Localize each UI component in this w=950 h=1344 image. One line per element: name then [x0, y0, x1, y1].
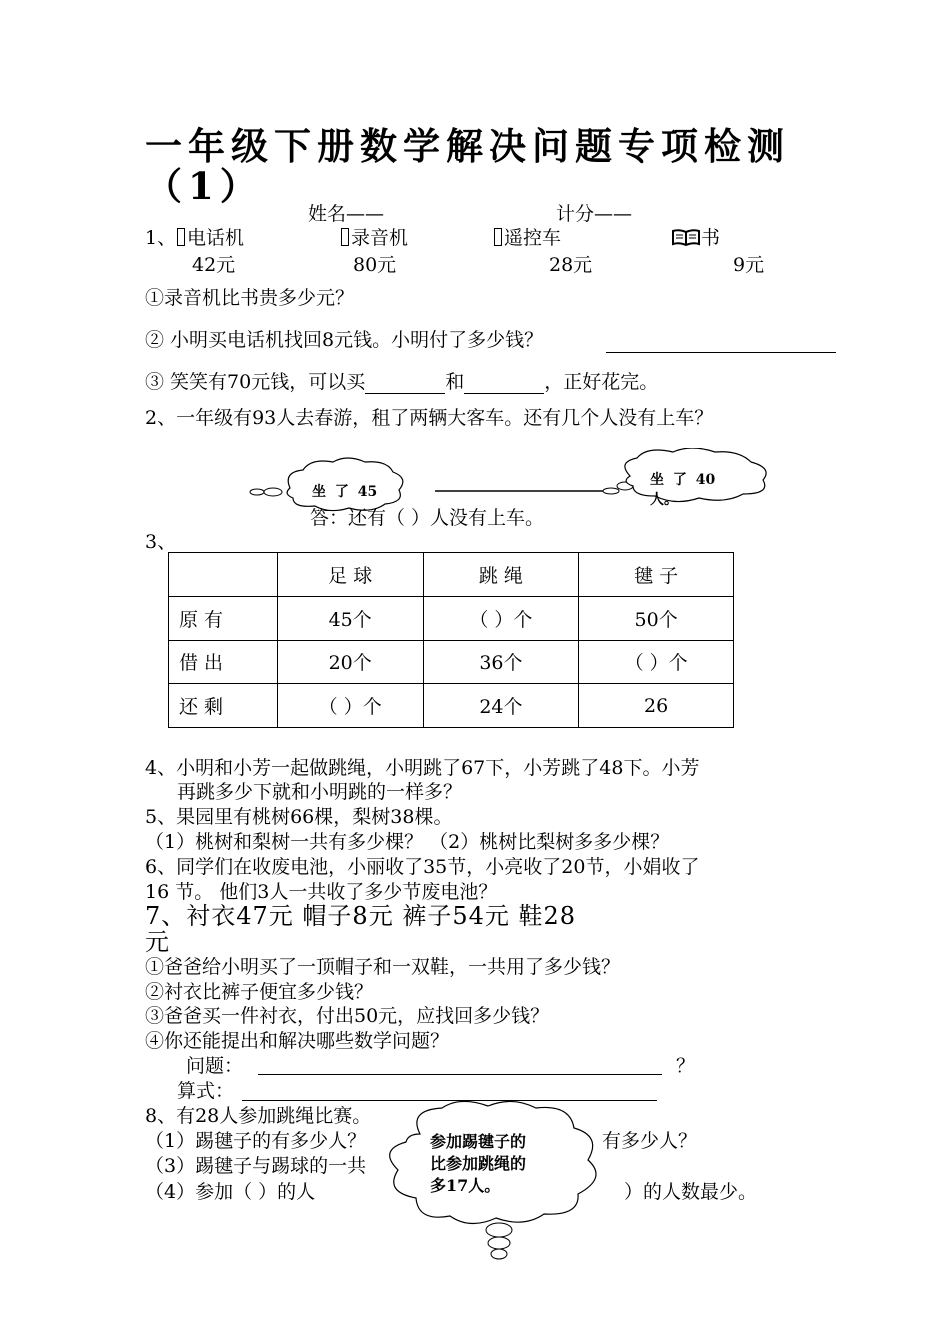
q7-sub1: ①爸爸给小明买了一顶帽子和一双鞋，一共用了多少钱？ [145, 956, 621, 978]
q6-line1: 6、同学们在收废电池，小丽收了35节，小亮收了20节，小娟收了 [145, 856, 700, 878]
table-row [169, 596, 734, 640]
q1-price-book: 9元 [733, 254, 765, 276]
q8-line4b: ）的人数最少。 [624, 1181, 758, 1203]
q1-item-recorder [341, 226, 408, 250]
table-row-label: 原 有 [169, 596, 278, 640]
q1-sub3 [145, 370, 658, 394]
table-cell: 36个 [423, 640, 579, 684]
q3-number: 3、 [145, 531, 177, 553]
q2-text: 2、一年级有93人去春游，租了两辆大客车。还有几个人没有上车？ [145, 407, 714, 429]
q8-line2b: 有多少人？ [602, 1130, 698, 1152]
q8-line4a: （4）参加（ ）的人 [145, 1181, 316, 1203]
q2-left-cloud-text: 坐 了 45 [312, 484, 378, 500]
page-title: 一年级下册数学解决问题专项检测 [145, 124, 790, 168]
q1-item-book [671, 226, 720, 250]
remote-car-icon [494, 228, 502, 246]
q1-item-name: 录音机 [351, 227, 409, 249]
q8-line3: （3）踢毽子与踢球的一共 [145, 1155, 367, 1177]
table-cell: 20个 [277, 640, 423, 684]
q8-cloud-text-3: 多17人。 [430, 1176, 501, 1195]
q1-sub2-answer-line[interactable] [606, 352, 836, 353]
q7-header-line2: 元 [145, 928, 170, 956]
table-row-label: 借 出 [169, 640, 278, 684]
q3-table [168, 552, 734, 728]
q1-sub3-blank-1[interactable] [365, 375, 445, 394]
recorder-icon [341, 228, 349, 246]
table-row [169, 684, 734, 728]
q7-sub3: ③爸爸买一件衬衣，付出50元，应找回多少钱？ [145, 1005, 550, 1027]
table-header-cell: 毽 子 [579, 553, 734, 597]
page-title-number: （1） [145, 164, 263, 208]
q8-cloud-text-2: 比参加跳绳的 [430, 1154, 527, 1173]
table-cell-blank[interactable]: （ ）个 [277, 684, 423, 728]
table-header-row [169, 553, 734, 597]
q7-sub2: ②衬衣比裤子便宜多少钱？ [145, 981, 374, 1003]
q1-item-remote-car [494, 226, 561, 250]
q1-number: 1、 [145, 227, 177, 249]
q1-item-name: 遥控车 [504, 227, 562, 249]
q7-header-line1: 7、衬衣47元 帽子8元 裤子54元 鞋28 [145, 902, 577, 930]
table-cell-blank[interactable]: （ ）个 [579, 640, 734, 684]
q5-line2: （1）桃树和梨树一共有多少棵？ （2）桃树比梨树多多少棵？ [145, 831, 670, 853]
table-cell: 50个 [579, 596, 734, 640]
q5-line1: 5、果园里有桃树66棵，梨树38棵。 [145, 806, 453, 828]
telephone-icon [177, 228, 185, 246]
q1-price-remote-car: 28元 [549, 254, 593, 276]
book-icon [671, 228, 701, 246]
q7-question-label: 问题： [186, 1055, 244, 1077]
score-field-label: 计分—— [556, 203, 633, 225]
q7-question-mark: ？ [676, 1055, 696, 1077]
q1-item-telephone [177, 226, 244, 250]
q1-sub2: ② 小明买电话机找回8元钱。小明付了多少钱？ [145, 329, 544, 351]
q8-cloud-text-1: 参加踢毽子的 [430, 1132, 527, 1151]
table-header-cell [169, 553, 278, 597]
q2-right-cloud-text-2: 人。 [650, 492, 678, 508]
table-cell: 45个 [277, 596, 423, 640]
q8-line1: 8、有28人参加跳绳比赛。 [145, 1105, 372, 1127]
table-header-cell: 足 球 [277, 553, 423, 597]
q1-sub3-text: ③ 笑笑有70元钱，可以买 [145, 371, 366, 393]
q1-sub3-end: ，正好花完。 [544, 371, 659, 393]
q1-sub3-blank-2[interactable] [464, 375, 544, 394]
q1-item-name: 书 [701, 227, 721, 249]
q1-sub1: ①录音机比书贵多少元？ [145, 287, 355, 309]
q7-formula-label: 算式： [177, 1080, 235, 1102]
table-cell: 24个 [423, 684, 579, 728]
name-field-label: 姓名—— [308, 203, 385, 225]
q1-price-telephone: 42元 [192, 254, 236, 276]
q8-line2a: （1）踢毽子的有多少人？ [145, 1130, 367, 1152]
q1-price-recorder: 80元 [353, 254, 397, 276]
q2-answer: 答：还有（ ）人没有上车。 [310, 507, 545, 529]
table-row-label: 还 剩 [169, 684, 278, 728]
table-cell-blank[interactable]: （ ）个 [423, 596, 579, 640]
q4-line2: 再跳多少下就和小明跳的一样多？ [177, 781, 463, 803]
q6-line2: 16 节。 他们3人一共收了多少节废电池？ [145, 881, 498, 903]
q7-sub4: ④你还能提出和解决哪些数学问题？ [145, 1030, 450, 1052]
q2-right-cloud-text-1: 坐 了 40 [650, 472, 716, 488]
q7-question-line[interactable] [258, 1074, 662, 1075]
table-row [169, 640, 734, 684]
q1-sub3-and: 和 [445, 371, 465, 393]
table-cell: 26 [579, 684, 734, 728]
table-header-cell: 跳 绳 [423, 553, 579, 597]
q4-line1: 4、小明和小芳一起做跳绳，小明跳了67下，小芳跳了48下。小芳 [145, 757, 700, 779]
q1-item-name: 电话机 [187, 227, 245, 249]
